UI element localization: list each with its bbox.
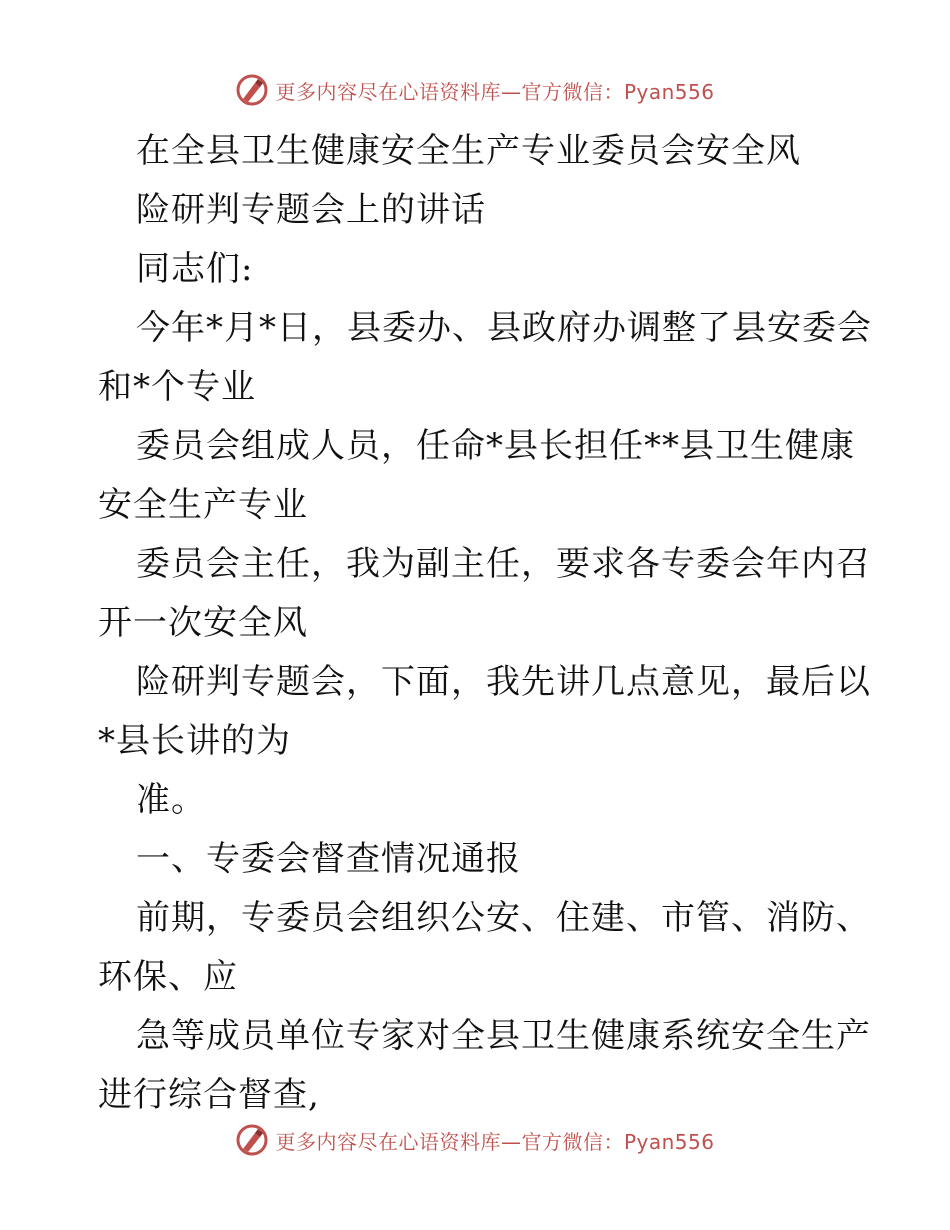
paragraph-line: 准。 [136,780,206,820]
paragraph-line: 今年*月*日，县委办、县政府办调整了县安委会 [136,308,872,348]
title-line-1: 在全县卫生健康安全生产专业委员会安全风 [136,131,801,171]
paragraph-line: 进行综合督查, [98,1075,320,1115]
paragraph-line: 委员会主任，我为副主任，要求各专委会年内召 [136,544,871,584]
pen-logo-icon [235,1123,269,1157]
paragraph-line: 急等成员单位专家对全县卫生健康系统安全生产 [136,1016,871,1056]
paragraph-line: 开一次安全风 [98,603,308,643]
paragraph-line: 委员会组成人员，任命*县长担任**县卫生健康 [136,426,855,466]
header-banner [0,70,950,110]
footer-banner [0,1120,950,1160]
paragraph-line: 前期，专委员会组织公安、住建、市管、消防、 [136,898,871,938]
pen-logo-icon [235,73,269,107]
paragraph-line: 险研判专题会，下面，我先讲几点意见，最后以 [136,662,871,702]
paragraph-line: 和*个专业 [98,367,256,407]
paragraph-line: 环保、应 [98,957,238,997]
paragraph-line: 安全生产专业 [98,485,308,525]
paragraph-line: *县长讲的为 [98,721,291,761]
document-body [98,122,872,1125]
title-line-2: 险研判专题会上的讲话 [136,190,486,230]
footer-banner-text: 更多内容尽在心语资料库—官方微信：Pyan556 [275,1129,715,1154]
section-heading: 一、专委会督查情况通报 [136,839,521,879]
header-banner-text: 更多内容尽在心语资料库—官方微信：Pyan556 [275,79,715,104]
salutation: 同志们: [136,249,254,289]
